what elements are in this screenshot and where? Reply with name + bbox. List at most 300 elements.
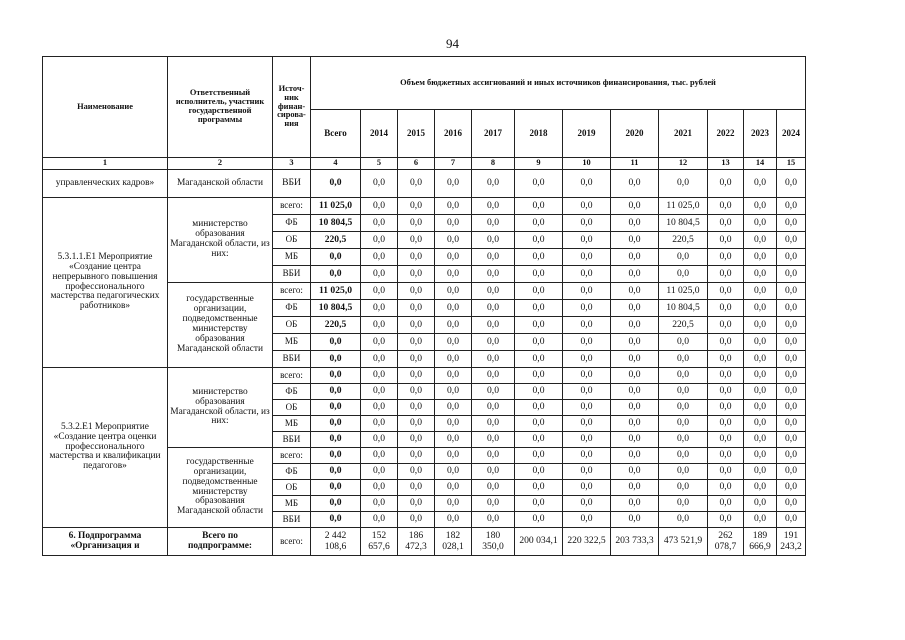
year-value-cell: 0,0 <box>361 432 398 448</box>
year-value-cell: 0,0 <box>472 249 515 266</box>
source-cell: ФБ <box>273 215 311 232</box>
year-value-cell: 0,0 <box>515 266 563 283</box>
year-value-cell: 0,0 <box>472 317 515 334</box>
year-value-cell: 0,0 <box>361 300 398 317</box>
year-value-cell: 0,0 <box>361 283 398 300</box>
year-value-cell: 0,0 <box>472 266 515 283</box>
source-cell: всего: <box>273 283 311 300</box>
year-value-cell: 0,0 <box>515 334 563 351</box>
year-value-cell: 0,0 <box>472 300 515 317</box>
year-value-cell: 11 025,0 <box>659 198 708 215</box>
year-value-cell: 10 804,5 <box>659 300 708 317</box>
year-value-cell: 0,0 <box>472 368 515 384</box>
year-value-cell: 0,0 <box>515 464 563 480</box>
total-value-cell: 10 804,5 <box>311 215 361 232</box>
year-value-cell: 0,0 <box>659 368 708 384</box>
total-value-cell: 0,0 <box>311 480 361 496</box>
year-value-cell: 0,0 <box>708 351 744 368</box>
year-value-cell: 182 028,1 <box>435 528 472 556</box>
year-value-cell: 0,0 <box>472 416 515 432</box>
year-value-cell: 0,0 <box>659 496 708 512</box>
year-value-cell: 0,0 <box>398 249 435 266</box>
table-row <box>43 368 806 384</box>
year-value-cell: 0,0 <box>563 215 611 232</box>
year-value-cell: 0,0 <box>659 249 708 266</box>
total-value-cell: 2 442 108,6 <box>311 528 361 556</box>
header-executor: Ответственный исполнитель, участник государственной программы <box>168 57 273 158</box>
year-value-cell: 0,0 <box>777 170 806 198</box>
column-number: 4 <box>311 158 361 170</box>
year-value-cell: 0,0 <box>708 170 744 198</box>
source-cell: МБ <box>273 416 311 432</box>
column-number: 11 <box>611 158 659 170</box>
executor-cell: министерство образования Магаданской области, из них: <box>168 198 273 283</box>
year-value-cell: 0,0 <box>708 198 744 215</box>
year-value-cell: 200 034,1 <box>515 528 563 556</box>
activity-name-cell: 6. Подпрограмма «Организация и <box>43 528 168 556</box>
year-value-cell: 0,0 <box>515 416 563 432</box>
year-value-cell: 0,0 <box>744 300 777 317</box>
year-value-cell: 0,0 <box>777 215 806 232</box>
source-cell: всего: <box>273 528 311 556</box>
year-value-cell: 0,0 <box>361 232 398 249</box>
header-year: 2014 <box>361 110 398 158</box>
total-value-cell: 220,5 <box>311 317 361 334</box>
year-value-cell: 0,0 <box>777 351 806 368</box>
year-value-cell: 0,0 <box>361 400 398 416</box>
year-value-cell: 0,0 <box>398 170 435 198</box>
year-value-cell: 0,0 <box>515 232 563 249</box>
header-year: 2023 <box>744 110 777 158</box>
column-number: 9 <box>515 158 563 170</box>
year-value-cell: 0,0 <box>515 448 563 464</box>
activity-name-cell: 5.3.1.1.Е1 Мероприятие «Создание центра непрерывного повышения профессионального мастерства педагогических работников» <box>43 198 168 368</box>
year-value-cell: 0,0 <box>744 480 777 496</box>
table-row <box>43 170 806 198</box>
year-value-cell: 0,0 <box>435 512 472 528</box>
year-value-cell: 0,0 <box>659 266 708 283</box>
source-cell: всего: <box>273 448 311 464</box>
year-value-cell: 0,0 <box>744 351 777 368</box>
year-value-cell: 0,0 <box>659 464 708 480</box>
header-name: Наименование <box>43 57 168 158</box>
year-value-cell: 0,0 <box>611 198 659 215</box>
year-value-cell: 11 025,0 <box>659 283 708 300</box>
year-value-cell: 0,0 <box>398 300 435 317</box>
header-year: 2016 <box>435 110 472 158</box>
column-number: 8 <box>472 158 515 170</box>
year-value-cell: 0,0 <box>398 384 435 400</box>
year-value-cell: 0,0 <box>515 249 563 266</box>
year-value-cell: 10 804,5 <box>659 215 708 232</box>
year-value-cell: 0,0 <box>744 448 777 464</box>
year-value-cell: 0,0 <box>611 317 659 334</box>
header-year: 2017 <box>472 110 515 158</box>
column-number: 10 <box>563 158 611 170</box>
year-value-cell: 220,5 <box>659 317 708 334</box>
year-value-cell: 0,0 <box>659 480 708 496</box>
year-value-cell: 0,0 <box>398 351 435 368</box>
year-value-cell: 0,0 <box>361 384 398 400</box>
header-year: 2021 <box>659 110 708 158</box>
header-year: 2024 <box>777 110 806 158</box>
year-value-cell: 0,0 <box>563 266 611 283</box>
source-cell: МБ <box>273 249 311 266</box>
year-value-cell: 0,0 <box>611 400 659 416</box>
year-value-cell: 0,0 <box>563 232 611 249</box>
year-value-cell: 0,0 <box>472 334 515 351</box>
year-value-cell: 0,0 <box>659 351 708 368</box>
year-value-cell: 0,0 <box>744 266 777 283</box>
table-row <box>43 198 806 215</box>
year-value-cell: 0,0 <box>398 232 435 249</box>
year-value-cell: 191 243,2 <box>777 528 806 556</box>
year-value-cell: 0,0 <box>777 496 806 512</box>
year-value-cell: 0,0 <box>398 215 435 232</box>
year-value-cell: 0,0 <box>611 170 659 198</box>
year-value-cell: 0,0 <box>659 512 708 528</box>
year-value-cell: 0,0 <box>611 432 659 448</box>
year-value-cell: 0,0 <box>398 496 435 512</box>
year-value-cell: 0,0 <box>744 334 777 351</box>
column-number: 3 <box>273 158 311 170</box>
year-value-cell: 0,0 <box>611 283 659 300</box>
year-value-cell: 0,0 <box>398 266 435 283</box>
year-value-cell: 0,0 <box>777 512 806 528</box>
year-value-cell: 0,0 <box>398 317 435 334</box>
year-value-cell: 0,0 <box>744 368 777 384</box>
year-value-cell: 0,0 <box>777 464 806 480</box>
year-value-cell: 0,0 <box>744 400 777 416</box>
year-value-cell: 0,0 <box>361 480 398 496</box>
year-value-cell: 203 733,3 <box>611 528 659 556</box>
year-value-cell: 0,0 <box>744 198 777 215</box>
executor-cell: Магаданской области <box>168 170 273 198</box>
year-value-cell: 0,0 <box>563 300 611 317</box>
year-value-cell: 0,0 <box>611 351 659 368</box>
year-value-cell: 0,0 <box>515 317 563 334</box>
year-value-cell: 0,0 <box>435 334 472 351</box>
source-cell: ВБИ <box>273 432 311 448</box>
year-value-cell: 0,0 <box>611 300 659 317</box>
year-value-cell: 0,0 <box>744 384 777 400</box>
source-cell: МБ <box>273 496 311 512</box>
header-year: 2020 <box>611 110 659 158</box>
year-value-cell: 0,0 <box>472 170 515 198</box>
year-value-cell: 0,0 <box>611 464 659 480</box>
year-value-cell: 0,0 <box>563 351 611 368</box>
year-value-cell: 0,0 <box>611 512 659 528</box>
year-value-cell: 0,0 <box>563 384 611 400</box>
header-total: Всего <box>311 110 361 158</box>
year-value-cell: 0,0 <box>472 480 515 496</box>
year-value-cell: 0,0 <box>708 215 744 232</box>
total-value-cell: 0,0 <box>311 266 361 283</box>
year-value-cell: 0,0 <box>435 198 472 215</box>
year-value-cell: 0,0 <box>361 317 398 334</box>
year-value-cell: 0,0 <box>611 368 659 384</box>
year-value-cell: 0,0 <box>398 480 435 496</box>
table-row <box>43 528 806 556</box>
source-cell: МБ <box>273 334 311 351</box>
year-value-cell: 0,0 <box>398 432 435 448</box>
year-value-cell: 220 322,5 <box>563 528 611 556</box>
column-number: 7 <box>435 158 472 170</box>
year-value-cell: 0,0 <box>361 368 398 384</box>
total-value-cell: 0,0 <box>311 384 361 400</box>
year-value-cell: 0,0 <box>563 368 611 384</box>
year-value-cell: 0,0 <box>515 384 563 400</box>
year-value-cell: 0,0 <box>515 480 563 496</box>
year-value-cell: 0,0 <box>435 400 472 416</box>
total-value-cell: 0,0 <box>311 464 361 480</box>
header-year: 2018 <box>515 110 563 158</box>
total-value-cell: 0,0 <box>311 351 361 368</box>
year-value-cell: 0,0 <box>777 232 806 249</box>
year-value-cell: 0,0 <box>435 170 472 198</box>
budget-table <box>42 56 806 556</box>
year-value-cell: 0,0 <box>472 512 515 528</box>
year-value-cell: 0,0 <box>515 170 563 198</box>
year-value-cell: 0,0 <box>435 300 472 317</box>
year-value-cell: 0,0 <box>435 266 472 283</box>
year-value-cell: 0,0 <box>435 384 472 400</box>
year-value-cell: 0,0 <box>777 432 806 448</box>
source-cell: ВБИ <box>273 512 311 528</box>
year-value-cell: 180 350,0 <box>472 528 515 556</box>
year-value-cell: 0,0 <box>563 317 611 334</box>
executor-cell: государственные организации, подведомственные министерству образования Магаданской области <box>168 448 273 528</box>
year-value-cell: 0,0 <box>398 464 435 480</box>
year-value-cell: 0,0 <box>435 283 472 300</box>
year-value-cell: 0,0 <box>361 351 398 368</box>
year-value-cell: 0,0 <box>563 448 611 464</box>
year-value-cell: 0,0 <box>398 283 435 300</box>
year-value-cell: 0,0 <box>708 480 744 496</box>
year-value-cell: 0,0 <box>611 496 659 512</box>
year-value-cell: 0,0 <box>435 432 472 448</box>
year-value-cell: 0,0 <box>708 334 744 351</box>
year-value-cell: 189 666,9 <box>744 528 777 556</box>
year-value-cell: 0,0 <box>777 317 806 334</box>
year-value-cell: 0,0 <box>744 249 777 266</box>
year-value-cell: 0,0 <box>611 416 659 432</box>
year-value-cell: 0,0 <box>708 464 744 480</box>
year-value-cell: 0,0 <box>563 416 611 432</box>
column-number: 2 <box>168 158 273 170</box>
year-value-cell: 0,0 <box>435 215 472 232</box>
year-value-cell: 220,5 <box>659 232 708 249</box>
year-value-cell: 0,0 <box>435 249 472 266</box>
year-value-cell: 0,0 <box>563 334 611 351</box>
year-value-cell: 0,0 <box>777 300 806 317</box>
year-value-cell: 0,0 <box>659 432 708 448</box>
year-value-cell: 0,0 <box>611 448 659 464</box>
executor-cell: государственные организации, подведомственные министерству образования Магаданской области <box>168 283 273 368</box>
source-cell: ВБИ <box>273 170 311 198</box>
year-value-cell: 0,0 <box>398 512 435 528</box>
total-value-cell: 11 025,0 <box>311 198 361 215</box>
year-value-cell: 0,0 <box>435 464 472 480</box>
year-value-cell: 0,0 <box>435 416 472 432</box>
year-value-cell: 0,0 <box>435 496 472 512</box>
source-cell: всего: <box>273 368 311 384</box>
year-value-cell: 0,0 <box>777 198 806 215</box>
year-value-cell: 0,0 <box>611 266 659 283</box>
year-value-cell: 0,0 <box>361 512 398 528</box>
year-value-cell: 0,0 <box>611 249 659 266</box>
year-value-cell: 0,0 <box>361 496 398 512</box>
source-cell: ОБ <box>273 400 311 416</box>
year-value-cell: 0,0 <box>435 232 472 249</box>
total-value-cell: 11 025,0 <box>311 283 361 300</box>
header-volume: Объем бюджетных ассигнований и иных источников финансирования, тыс. рублей <box>311 57 806 110</box>
total-value-cell: 10 804,5 <box>311 300 361 317</box>
year-value-cell: 152 657,6 <box>361 528 398 556</box>
year-value-cell: 0,0 <box>659 170 708 198</box>
year-value-cell: 0,0 <box>361 464 398 480</box>
source-cell: ВБИ <box>273 351 311 368</box>
year-value-cell: 0,0 <box>777 384 806 400</box>
page-number: 94 <box>446 36 459 51</box>
year-value-cell: 0,0 <box>398 416 435 432</box>
year-value-cell: 0,0 <box>435 368 472 384</box>
year-value-cell: 0,0 <box>563 283 611 300</box>
year-value-cell: 0,0 <box>659 448 708 464</box>
year-value-cell: 0,0 <box>777 266 806 283</box>
year-value-cell: 0,0 <box>611 384 659 400</box>
header-year: 2019 <box>563 110 611 158</box>
source-cell: ОБ <box>273 480 311 496</box>
source-cell: ВБИ <box>273 266 311 283</box>
year-value-cell: 0,0 <box>472 448 515 464</box>
year-value-cell: 262 078,7 <box>708 528 744 556</box>
year-value-cell: 0,0 <box>472 283 515 300</box>
year-value-cell: 0,0 <box>777 448 806 464</box>
year-value-cell: 0,0 <box>435 448 472 464</box>
column-number: 5 <box>361 158 398 170</box>
year-value-cell: 0,0 <box>435 351 472 368</box>
total-value-cell: 0,0 <box>311 368 361 384</box>
source-cell: всего: <box>273 198 311 215</box>
year-value-cell: 0,0 <box>659 384 708 400</box>
column-number: 1 <box>43 158 168 170</box>
total-value-cell: 0,0 <box>311 432 361 448</box>
source-cell: ФБ <box>273 464 311 480</box>
year-value-cell: 0,0 <box>708 432 744 448</box>
total-value-cell: 0,0 <box>311 170 361 198</box>
year-value-cell: 0,0 <box>744 232 777 249</box>
header-year: 2015 <box>398 110 435 158</box>
year-value-cell: 0,0 <box>563 496 611 512</box>
year-value-cell: 0,0 <box>398 198 435 215</box>
year-value-cell: 0,0 <box>361 215 398 232</box>
year-value-cell: 0,0 <box>515 198 563 215</box>
year-value-cell: 0,0 <box>563 170 611 198</box>
year-value-cell: 0,0 <box>472 351 515 368</box>
year-value-cell: 0,0 <box>659 400 708 416</box>
year-value-cell: 0,0 <box>472 232 515 249</box>
year-value-cell: 0,0 <box>744 317 777 334</box>
year-value-cell: 0,0 <box>472 400 515 416</box>
total-value-cell: 220,5 <box>311 232 361 249</box>
year-value-cell: 0,0 <box>777 368 806 384</box>
year-value-cell: 0,0 <box>708 368 744 384</box>
total-value-cell: 0,0 <box>311 496 361 512</box>
year-value-cell: 0,0 <box>472 432 515 448</box>
year-value-cell: 0,0 <box>563 512 611 528</box>
year-value-cell: 0,0 <box>563 198 611 215</box>
year-value-cell: 0,0 <box>744 512 777 528</box>
year-value-cell: 0,0 <box>744 170 777 198</box>
total-value-cell: 0,0 <box>311 400 361 416</box>
year-value-cell: 0,0 <box>563 400 611 416</box>
year-value-cell: 0,0 <box>611 334 659 351</box>
year-value-cell: 0,0 <box>744 496 777 512</box>
year-value-cell: 473 521,9 <box>659 528 708 556</box>
year-value-cell: 0,0 <box>611 480 659 496</box>
year-value-cell: 0,0 <box>563 432 611 448</box>
year-value-cell: 186 472,3 <box>398 528 435 556</box>
executor-cell: Всего по подпрограмме: <box>168 528 273 556</box>
year-value-cell: 0,0 <box>515 283 563 300</box>
source-cell: ОБ <box>273 317 311 334</box>
year-value-cell: 0,0 <box>472 384 515 400</box>
source-cell: ФБ <box>273 300 311 317</box>
year-value-cell: 0,0 <box>708 232 744 249</box>
total-value-cell: 0,0 <box>311 334 361 351</box>
activity-name-cell: 5.3.2.Е1 Мероприятие «Создание центра оценки профессионального мастерства и квалификации педагогов» <box>43 368 168 528</box>
total-value-cell: 0,0 <box>311 448 361 464</box>
year-value-cell: 0,0 <box>515 432 563 448</box>
year-value-cell: 0,0 <box>515 215 563 232</box>
year-value-cell: 0,0 <box>472 198 515 215</box>
year-value-cell: 0,0 <box>361 266 398 283</box>
year-value-cell: 0,0 <box>435 480 472 496</box>
year-value-cell: 0,0 <box>361 416 398 432</box>
source-cell: ОБ <box>273 232 311 249</box>
year-value-cell: 0,0 <box>744 416 777 432</box>
column-number: 14 <box>744 158 777 170</box>
year-value-cell: 0,0 <box>398 368 435 384</box>
year-value-cell: 0,0 <box>361 198 398 215</box>
year-value-cell: 0,0 <box>515 300 563 317</box>
year-value-cell: 0,0 <box>361 170 398 198</box>
year-value-cell: 0,0 <box>398 448 435 464</box>
year-value-cell: 0,0 <box>708 283 744 300</box>
year-value-cell: 0,0 <box>361 249 398 266</box>
year-value-cell: 0,0 <box>708 496 744 512</box>
year-value-cell: 0,0 <box>777 249 806 266</box>
year-value-cell: 0,0 <box>708 400 744 416</box>
year-value-cell: 0,0 <box>398 400 435 416</box>
year-value-cell: 0,0 <box>472 464 515 480</box>
year-value-cell: 0,0 <box>744 215 777 232</box>
year-value-cell: 0,0 <box>515 351 563 368</box>
year-value-cell: 0,0 <box>777 283 806 300</box>
year-value-cell: 0,0 <box>515 368 563 384</box>
year-value-cell: 0,0 <box>777 480 806 496</box>
total-value-cell: 0,0 <box>311 416 361 432</box>
year-value-cell: 0,0 <box>563 249 611 266</box>
source-cell: ФБ <box>273 384 311 400</box>
year-value-cell: 0,0 <box>708 384 744 400</box>
year-value-cell: 0,0 <box>708 448 744 464</box>
year-value-cell: 0,0 <box>659 334 708 351</box>
year-value-cell: 0,0 <box>472 496 515 512</box>
column-number: 12 <box>659 158 708 170</box>
column-number: 6 <box>398 158 435 170</box>
